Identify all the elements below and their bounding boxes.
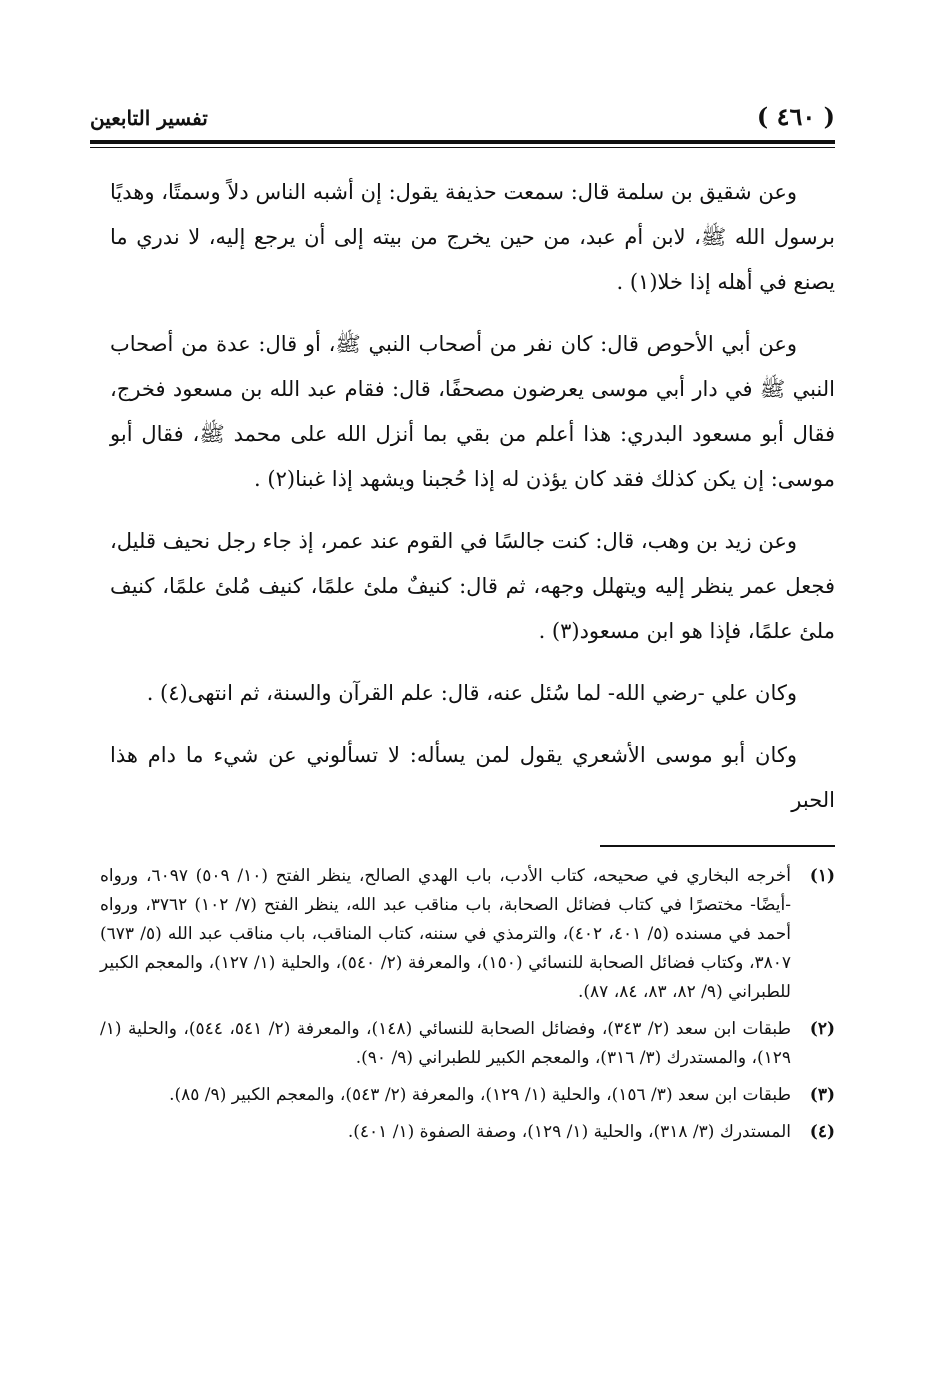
footnote-number: (٢) xyxy=(809,1019,835,1039)
paragraph: وكان علي -رضي الله- لما سُئل عنه، قال: علم القرآن والسنة، ثم انتهى(٤) . xyxy=(146,681,797,705)
page-header xyxy=(90,98,835,138)
paragraph: وعن شقيق بن سلمة قال: سمعت حذيفة يقول: إن أشبه الناس دلاً وسمتًا، وهديًا برسول الله ﷺ، لابن أم عبد، من حين يخرج من بيته إلى أن يرجع إليه، لا ندري ما يصنع في أهله إذا خلا(١) . xyxy=(110,180,835,294)
header-rule-thin xyxy=(90,147,835,148)
footnote-number: (١) xyxy=(809,866,835,886)
footnote xyxy=(100,1081,835,1110)
paragraph: وعن زيد بن وهب، قال: كنت جالسًا في القوم عند عمر، إذ جاء رجل نحيف قليل، فجعل عمر ينظر إليه ويتهلل وجهه، ثم قال: كنيفٌ ملئ علمًا، كنيف مُلئ علمًا، كنيف ملئ علمًا، فإذا هو ابن مسعود(٣) . xyxy=(109,529,835,643)
footnote-text: المستدرك (٣/ ٣١٨)، والحلية (١/ ١٢٩)، وصفة الصفوة (١/ ٤٠١). xyxy=(347,1122,791,1142)
footnote xyxy=(100,862,835,1007)
footnote xyxy=(100,1118,835,1147)
header-rule-thick xyxy=(90,140,835,144)
paragraph: وعن أبي الأحوص قال: كان نفر من أصحاب النبي ﷺ، أو قال: عدة من أصحاب النبي ﷺ في دار أبي موسى يعرضون مصحفًا، قال: فقام عبد الله بن مسعود فخرج، فقال أبو مسعود البدري: هذا أعلم من بقي بما أنزل الله على محمد ﷺ، فقال أبو موسى: إن يكن كذلك فقد كان يؤذن له إذا حُجبنا ويشهد إذا غبنا(٢) . xyxy=(110,332,835,491)
footnote-separator xyxy=(600,845,835,847)
footnote-text: طبقات ابن سعد (٢/ ٣٤٣)، وفضائل الصحابة للنسائي (١٤٨)، والمعرفة (٢/ ٥٤١، ٥٤٤)، والحلية (١/ ١٢٩)، والمستدرك (٣/ ٣١٦)، والمعجم الكبير للطبراني (٩/ ٩٠). xyxy=(100,1019,791,1068)
main-text xyxy=(110,170,835,840)
running-title: تفسير التابعين xyxy=(90,106,208,130)
footnotes xyxy=(100,862,835,1155)
footnote xyxy=(100,1015,835,1073)
footnote-number: (٣) xyxy=(809,1085,835,1105)
footnote-text: أخرجه البخاري في صحيحه، كتاب الأدب، باب الهدي الصالح، ينظر الفتح (١٠/ ٥٠٩) ٦٠٩٧، ورواه -أيضًا- مختصرًا في كتاب فضائل الصحابة، باب مناقب عبد الله، ينظر الفتح (٧/ ١٠٢) ٣٧٦٢، ورواه أحمد في مسنده (٥/ ٤٠١، ٤٠٢)، والترمذي في سننه، كتاب المناقب، باب مناقب عبد الله (٥/ ٦٧٣) ٣٨٠٧، وكتاب فضائل الصحابة للنسائي (١٥٠)، والمعرفة (٢/ ٥٤٠)، والحلية (١/ ١٢٧)، والمعجم الكبير للطبراني (٩/ ٨٢، ٨٣، ٨٤، ٨٧). xyxy=(100,866,792,1002)
footnote-number: (٤) xyxy=(809,1122,835,1142)
footnote-text: طبقات ابن سعد (٣/ ١٥٦)، والحلية (١/ ١٢٩)، والمعرفة (٢/ ٥٤٣)، والمعجم الكبير (٩/ ٨٥). xyxy=(169,1085,791,1105)
page-number: ( ٤٦٠ ) xyxy=(756,102,835,131)
paragraph: وكان أبو موسى الأشعري يقول لمن يسأله: لا تسألوني عن شيء ما دام هذا الحبر xyxy=(110,743,835,812)
